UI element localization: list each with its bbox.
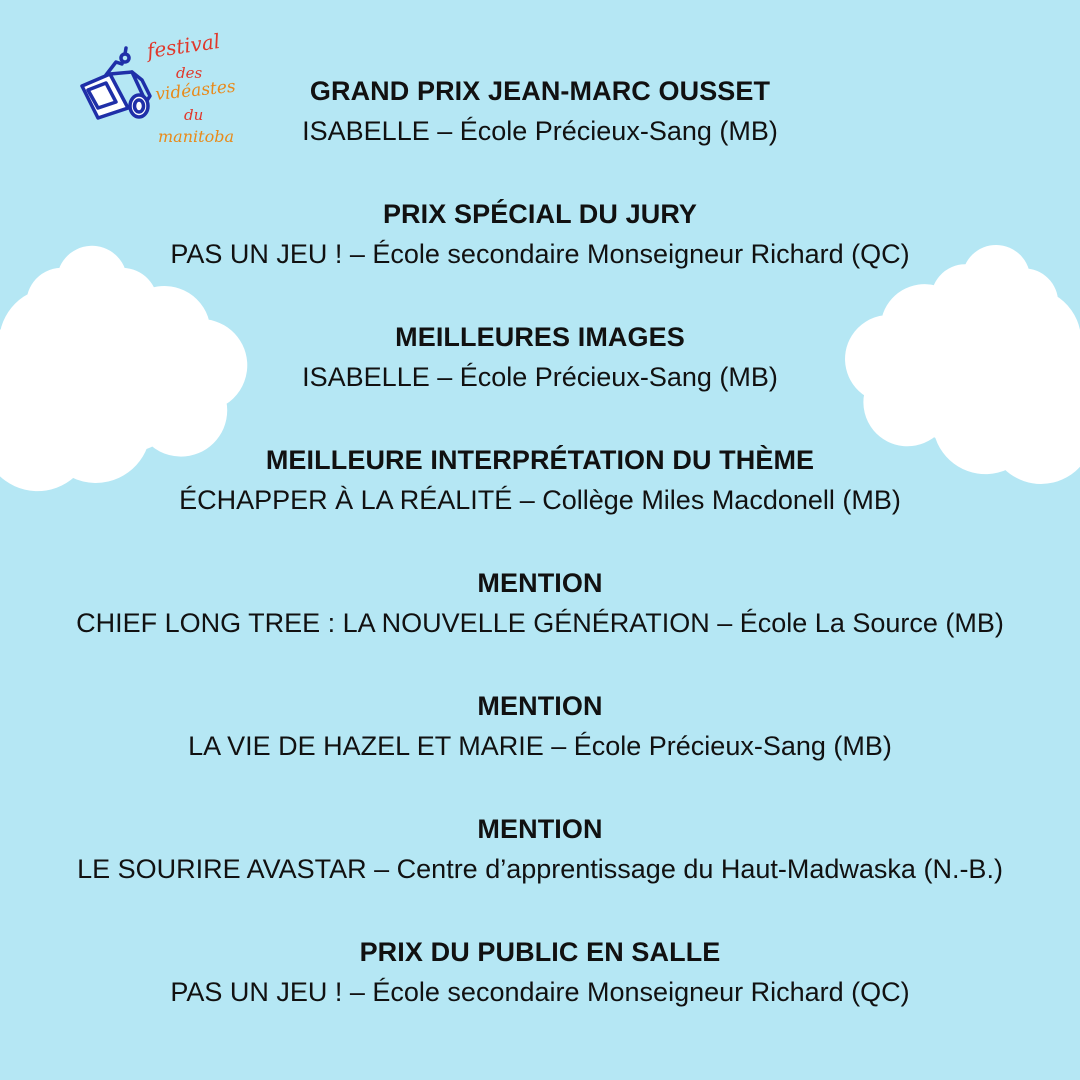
logo-manitoba: manitoba <box>158 127 234 146</box>
award-winner: LA VIE DE HAZEL ET MARIE – École Précieux-Sang (MB) <box>188 731 892 761</box>
award-entry <box>0 932 1080 1055</box>
award-title: PRIX DU PUBLIC EN SALLE <box>359 937 721 967</box>
logo-videastes: vidéastes <box>154 76 237 105</box>
award-title: MENTION <box>477 814 603 844</box>
award-winner: PAS UN JEU ! – École secondaire Monseigneur Richard (QC) <box>170 977 910 1007</box>
award-title: MEILLEURE INTERPRÉTATION DU THÈME <box>265 445 815 475</box>
award-entry <box>0 194 1080 317</box>
award-entry <box>0 440 1080 563</box>
award-winner: CHIEF LONG TREE : LA NOUVELLE GÉNÉRATION – École La Source (MB) <box>76 608 1004 638</box>
award-winner: ISABELLE – École Précieux-Sang (MB) <box>302 116 778 146</box>
award-title: MENTION <box>477 568 603 598</box>
award-winner: LE SOURIRE AVASTAR – Centre d’apprentissage du Haut-Madwaska (N.-B.) <box>77 854 1003 884</box>
award-entry <box>0 809 1080 932</box>
award-entry <box>0 71 1080 194</box>
awards-list <box>0 71 1080 1055</box>
award-winner: ÉCHAPPER À LA RÉALITÉ – Collège Miles Macdonell (MB) <box>179 485 901 515</box>
award-title: GRAND PRIX JEAN-MARC OUSSET <box>309 76 771 106</box>
award-winner: ISABELLE – École Précieux-Sang (MB) <box>302 362 778 392</box>
award-entry <box>0 317 1080 440</box>
award-title: PRIX SPÉCIAL DU JURY <box>382 199 698 229</box>
award-winner: PAS UN JEU ! – École secondaire Monseigneur Richard (QC) <box>170 239 910 269</box>
logo-des: des <box>176 64 203 82</box>
logo-du: du <box>184 106 204 124</box>
award-title: MENTION <box>477 691 603 721</box>
award-entry <box>0 563 1080 686</box>
award-entry <box>0 686 1080 809</box>
award-title: MEILLEURES IMAGES <box>395 322 685 352</box>
logo-festival: festival <box>145 28 222 63</box>
